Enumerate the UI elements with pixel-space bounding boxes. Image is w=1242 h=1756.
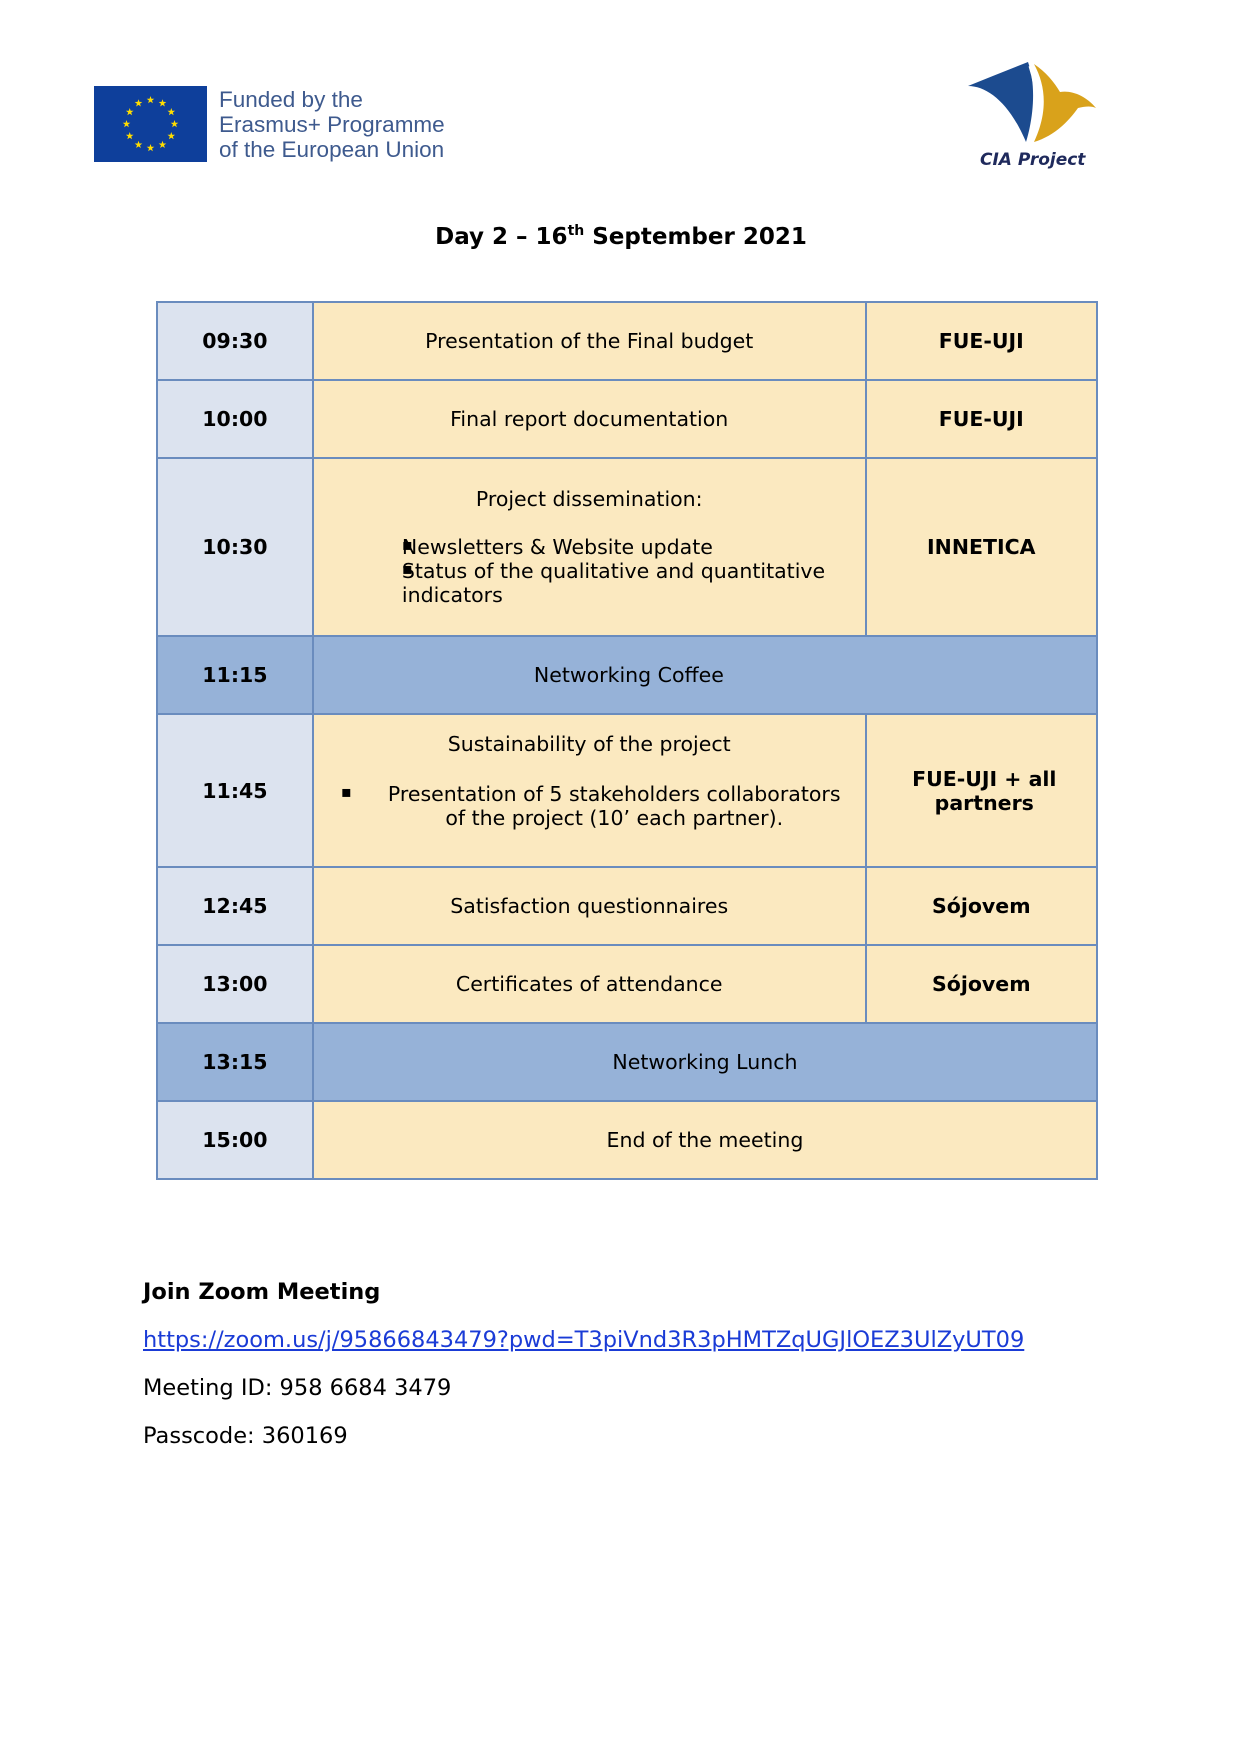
agenda-time: 10:00 — [157, 380, 313, 458]
agenda-time: 11:15 — [157, 636, 313, 714]
agenda-activity: End of the meeting — [313, 1101, 1097, 1179]
agenda-time: 09:30 — [157, 302, 313, 380]
agenda-bullet — [402, 559, 865, 607]
agenda-activity: Project dissemination: — [475, 487, 703, 511]
zoom-passcode: Passcode: 360169 — [143, 1423, 348, 1449]
agenda-time: 13:00 — [157, 945, 313, 1023]
title-prefix: Day 2 – 16 — [435, 224, 568, 250]
agenda-time: 13:15 — [157, 1023, 313, 1101]
title-suffix: September 2021 — [584, 224, 807, 250]
agenda-activity: Sustainability of the project — [447, 731, 731, 756]
agenda-table — [156, 301, 1098, 1180]
agenda-activity — [313, 636, 1097, 714]
eu-funding-logo — [94, 86, 445, 162]
agenda-row — [157, 1101, 1097, 1179]
agenda-bullet — [402, 535, 865, 559]
cia-logo-text: CIA Project — [980, 150, 1086, 170]
agenda-bullet-list — [314, 535, 865, 607]
agenda-responsible: FUE-UJI + all partners — [866, 714, 1097, 867]
agenda-time: 15:00 — [157, 1101, 313, 1179]
agenda-row — [157, 714, 1097, 867]
eu-text-line: Erasmus+ Programme — [219, 111, 445, 137]
agenda-responsible: FUE-UJI — [866, 302, 1097, 380]
page-title — [0, 224, 1242, 250]
agenda-bullet-text: Status of the qualitative and quantitative indicators — [401, 559, 826, 607]
eu-flag-icon — [94, 86, 207, 162]
eu-text-line: of the European Union — [219, 136, 445, 162]
agenda-bullet — [314, 782, 865, 830]
zoom-meeting-link[interactable]: https://zoom.us/j/95866843479?pwd=T3piVnd3R3pHMTZqUGJlOEZ3UlZyUT09 — [143, 1327, 1025, 1353]
agenda-bullet-text: Newsletters & Website update — [401, 535, 713, 559]
agenda-activity: Final report documentation — [313, 380, 866, 458]
zoom-heading: Join Zoom Meeting — [143, 1279, 381, 1305]
agenda-activity: Satisfaction questionnaires — [313, 867, 866, 945]
agenda-time: 11:45 — [157, 714, 313, 867]
agenda-responsible: Sójovem — [866, 867, 1097, 945]
agenda-responsible: FUE-UJI — [866, 380, 1097, 458]
eu-funding-text — [219, 87, 445, 162]
agenda-activity: Presentation of the Final budget — [313, 302, 866, 380]
agenda-row — [157, 380, 1097, 458]
agenda-activity: Networking Lunch — [313, 1023, 1097, 1101]
eu-text-line: Funded by the — [219, 86, 363, 112]
agenda-time: 10:30 — [157, 458, 313, 636]
agenda-activity-cell — [313, 458, 866, 636]
agenda-row — [157, 867, 1097, 945]
agenda-activity-cell — [313, 714, 866, 867]
agenda-row — [157, 945, 1097, 1023]
agenda-break-row — [157, 636, 1097, 714]
agenda-responsible: INNETICA — [866, 458, 1097, 636]
agenda-time: 12:45 — [157, 867, 313, 945]
agenda-responsible: Sójovem — [866, 945, 1097, 1023]
title-superscript: th — [567, 223, 585, 239]
agenda-break-row — [157, 1023, 1097, 1101]
agenda-row — [157, 458, 1097, 636]
agenda-activity-text: Networking Coffee — [533, 663, 724, 687]
cia-bird-icon — [968, 56, 1098, 155]
zoom-meeting-id: Meeting ID: 958 6684 3479 — [143, 1375, 452, 1401]
agenda-activity: Certificates of attendance — [313, 945, 866, 1023]
agenda-bullet-text: Presentation of 5 stakeholders collaborators of the project (10’ each partner). — [387, 781, 841, 830]
agenda-row — [157, 302, 1097, 380]
bullet-square-icon: ▪ — [340, 781, 352, 801]
